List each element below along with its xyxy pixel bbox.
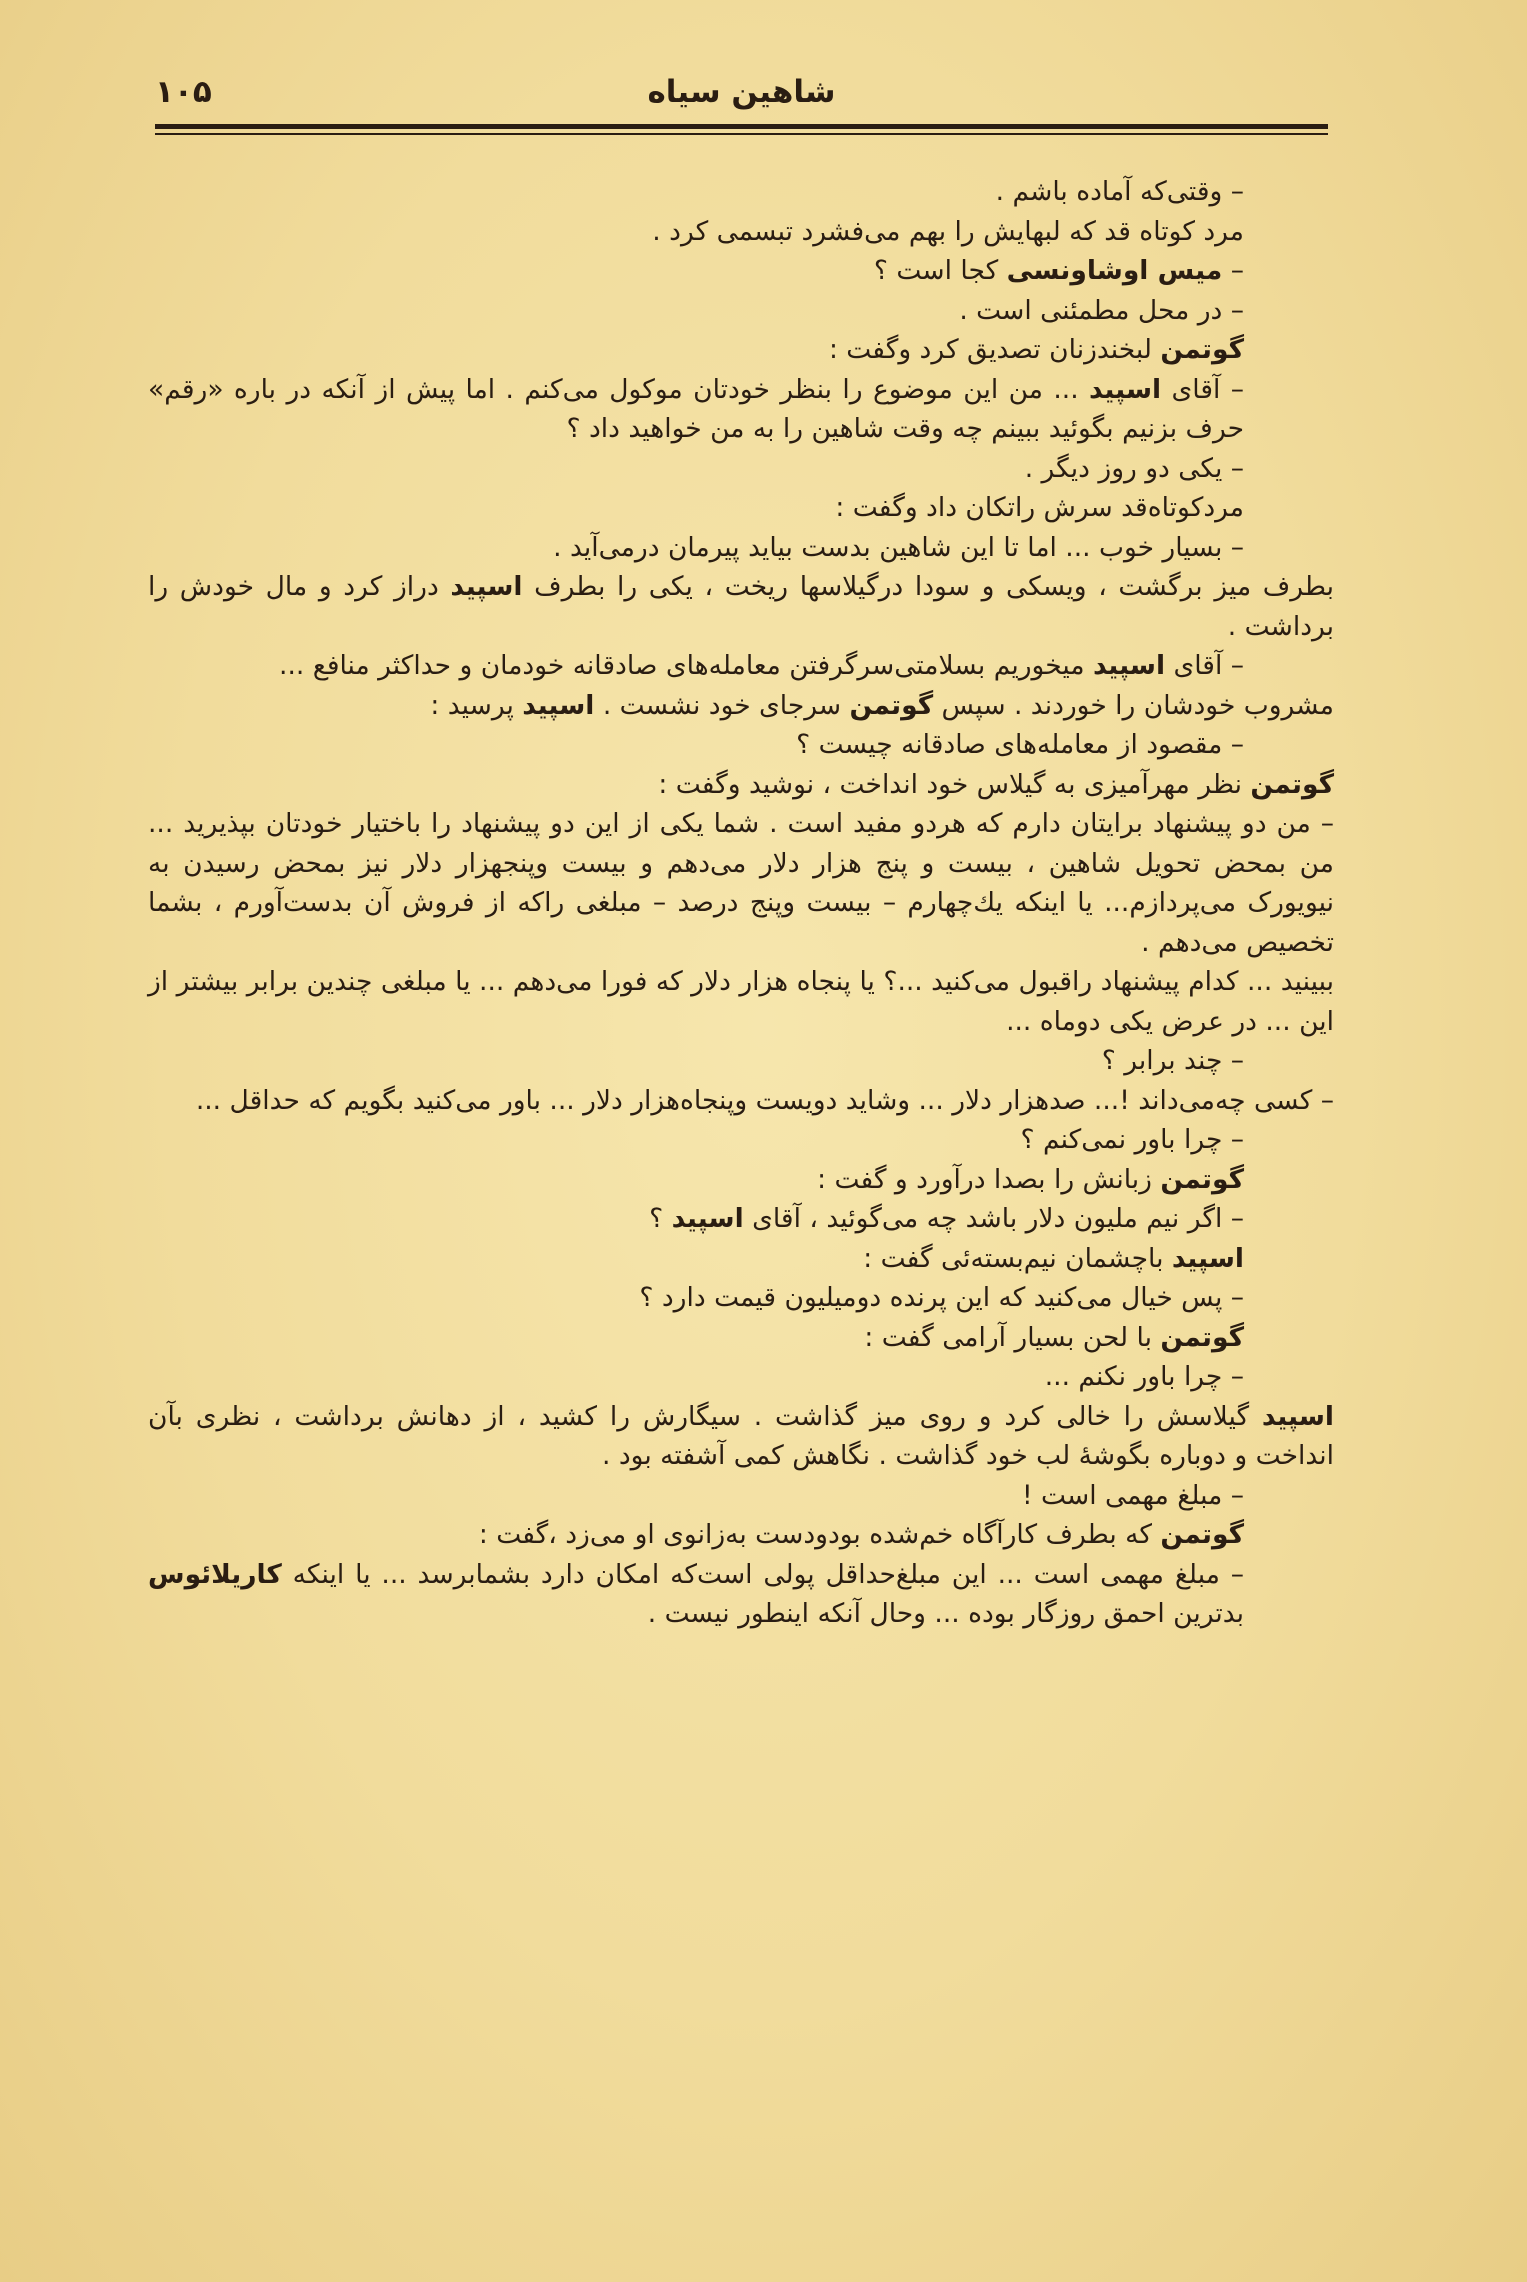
paragraph	[148, 330, 1334, 370]
narration-text: سرجای خود نشست .	[594, 689, 850, 721]
dialogue-text: – پس خیال می‌کنید که این پرنده دومیلیون قیمت دارد ؟	[639, 1282, 1244, 1313]
paragraph	[148, 449, 1334, 489]
dialogue-text: – آقای	[1161, 373, 1244, 405]
dialogue-text: – یکی دو روز دیگر .	[1024, 452, 1244, 484]
character-name: اسپید	[671, 1203, 744, 1234]
paragraph	[148, 1041, 1334, 1081]
paragraph	[148, 1555, 1334, 1634]
paragraph	[148, 804, 1334, 962]
dialogue-text: – آقای	[1165, 650, 1244, 681]
character-name: اسپید	[1089, 373, 1162, 405]
book-title: شاهین سیاه	[647, 74, 836, 110]
character-name: میس اوشاونسی	[1006, 255, 1223, 286]
character-name: گوتمن	[1160, 334, 1244, 365]
dialogue-text: ... من این موضوع را بنظر خودتان موکول می‌کنم . اما پیش از آنکه در باره «رقم» حرف بزنیم بگوئید ببینم چه وقت شاهین را به من خواهید داد ؟	[148, 373, 1244, 444]
paragraph	[148, 765, 1334, 805]
dialogue-text: – وقتی‌که آماده باشم .	[995, 176, 1244, 207]
dialogue-text: میخوریم بسلامتی‌سرگرفتن معامله‌های صادقانه خودمان و حداکثر منافع ...	[279, 650, 1093, 681]
narration-text: که بطرف کارآگاه خم‌شده بودودست به‌زانوی او می‌زد ،گفت :	[478, 1519, 1161, 1550]
dialogue-text: –	[1222, 255, 1244, 286]
paragraph	[148, 1081, 1334, 1121]
character-name: گوتمن	[1250, 768, 1334, 800]
character-name: گوتمن	[849, 689, 934, 721]
dialogue-text: ؟	[649, 1203, 672, 1234]
narration-text: گیلاسش را خالی کرد و روی میز گذاشت . سیگارش را کشید ، از دهانش برداشت ، نظری بآن انداخت و دوباره بگوشهٔ لب خود گذاشت . نگاهش کمی آشفته بود .	[148, 1400, 1334, 1471]
paragraph	[148, 646, 1334, 686]
dialogue-text: – اگر نیم ملیون دلار باشد چه می‌گوئید ، آقای	[743, 1203, 1244, 1234]
narration-text: زبانش را بصدا درآورد و گفت :	[817, 1163, 1161, 1195]
character-name: اسپید	[522, 689, 595, 721]
paragraph	[148, 725, 1334, 765]
paragraph	[148, 567, 1334, 646]
character-name: اسپید	[450, 571, 523, 602]
paragraph	[148, 1515, 1334, 1555]
paragraph	[148, 1239, 1334, 1279]
paragraph	[148, 1199, 1334, 1239]
narration-text: پرسید :	[430, 689, 523, 721]
running-header	[155, 70, 1328, 114]
paragraph	[148, 1397, 1334, 1476]
paragraph	[148, 686, 1334, 726]
paragraph	[148, 370, 1334, 449]
paragraph	[148, 251, 1334, 291]
narration-text: مردکوتاه‌قد سرش راتکان داد وگفت :	[835, 492, 1244, 523]
narration-text: مشروب خودشان را خوردند . سپس	[933, 689, 1334, 721]
paragraph	[148, 1476, 1334, 1516]
narration-text: با لحن بسیار آرامی گفت :	[864, 1321, 1161, 1353]
dialogue-text: – من دو پیشنهاد برایتان دارم که هردو مفید است . شما یکی از این دو پیشنهاد را باختیار خودتان بپذیرید ... من بمحض تحویل شاهین ، بیست و پنج هزار دلار می‌دهم و بیست وپنجهزار دلار نیز بمحض رسیدن به نیویورک می‌پردازم... یا اینکه یك‌چهارم – بیست وپنج درصد – مبلغی راکه از فروش آن بدست‌آورم ، بشما تخصیص می‌دهم .	[148, 808, 1334, 958]
paragraph	[148, 1278, 1334, 1318]
dialogue-text: – کسی چه‌می‌داند !... صدهزار دلار ... وشاید دویست وپنجاه‌هزار دلار ... باور می‌کنید بگویم که حداقل ...	[195, 1084, 1334, 1116]
dialogue-text: – مبلغ مهمی است !	[1021, 1479, 1244, 1511]
paragraph	[148, 291, 1334, 331]
paragraph	[148, 1357, 1334, 1397]
dialogue-text: – بسیار خوب ... اما تا این شاهین بدست بیاید پیرمان درمی‌آید .	[553, 531, 1244, 563]
paragraph	[148, 528, 1334, 568]
dialogue-text: – در محل مطمئنی است .	[959, 294, 1244, 326]
paragraph	[148, 212, 1334, 252]
body-text	[148, 172, 1334, 1634]
narration-text: باچشمان نیم‌بسته‌ئی گفت :	[863, 1242, 1172, 1274]
dialogue-text: – مقصود از معامله‌های صادقانه چیست ؟	[796, 729, 1244, 760]
narration-text: دراز کرد و مال خودش را برداشت .	[148, 571, 1334, 642]
dialogue-text: – مبلغ مهمی است ... این مبلغ‌حداقل پولی است‌که امکان دارد بشمابرسد ... یا اینکه	[281, 1558, 1244, 1590]
character-name: اسپید	[1092, 650, 1166, 681]
paragraph	[148, 172, 1334, 212]
dialogue-text: – چرا باور نمی‌کنم ؟	[1020, 1124, 1244, 1155]
paragraph	[148, 488, 1334, 528]
page-number: ۱۰۵	[155, 74, 212, 110]
character-name: گوتمن	[1160, 1321, 1244, 1353]
paragraph	[148, 1160, 1334, 1200]
character-name: گوتمن	[1160, 1163, 1244, 1195]
paragraph	[148, 1120, 1334, 1160]
dialogue-text: ببینید ... کدام پیشنهاد راقبول می‌کنید ...؟ یا پنجاه هزار دلار که فورا می‌دهم ... یا مبلغی چندین برابر بیشتر از این ... در عرض یکی دوماه ...	[148, 966, 1334, 1037]
narration-text: بطرف میز برگشت ، ویسکی و سودا درگیلاسها ریخت ، یکی را بطرف	[522, 571, 1334, 602]
character-name: اسپید	[1261, 1400, 1334, 1432]
dialogue-text: – چرا باور نکنم ...	[1044, 1361, 1244, 1392]
header-rule-thin	[155, 133, 1328, 135]
dialogue-text: – چند برابر ؟	[1101, 1045, 1244, 1076]
character-name: اسپید	[1171, 1242, 1244, 1274]
dialogue-text: کجا است ؟	[873, 255, 1007, 286]
dialogue-text: بدترین احمق روزگار بوده ... وحال آنکه اینطور نیست .	[647, 1598, 1244, 1629]
character-name: گوتمن	[1160, 1519, 1244, 1550]
narration-text: نظر مهرآمیزی به گیلاس خود انداخت ، نوشید وگفت :	[658, 768, 1251, 800]
narration-text: مرد کوتاه قد که لبهایش را بهم می‌فشرد تبسمی کرد .	[652, 215, 1244, 247]
character-name: کاریلائوس	[148, 1558, 282, 1590]
header-rule-thick	[155, 124, 1328, 129]
narration-text: لبخندزنان تصدیق کرد وگفت :	[828, 334, 1161, 365]
paragraph	[148, 962, 1334, 1041]
paragraph	[148, 1318, 1334, 1358]
header-rule	[155, 124, 1328, 138]
